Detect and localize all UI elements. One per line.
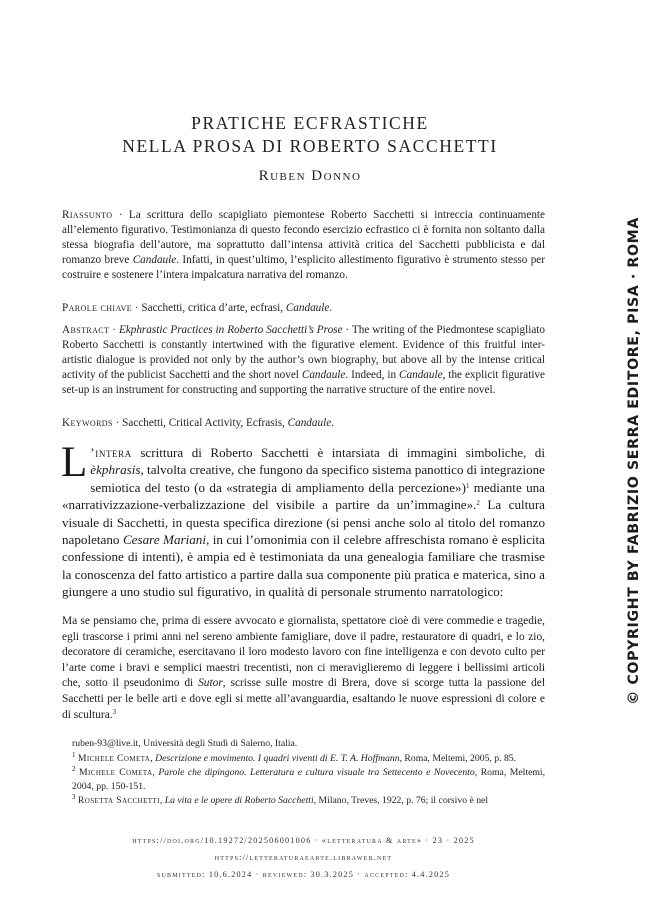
doi-line[interactable]: https://doi.org/10.19272/202506001006 · «letteratura & arte» · 23 · 2025	[132, 836, 475, 845]
body-text-1: scrittura di Roberto Sacchetti è intarsiata di immagini simboliche, di	[131, 445, 545, 460]
footnote-num: 1	[72, 750, 76, 759]
footnote-sep: ,	[152, 767, 159, 779]
abstract-text-1: · The writing of the Piedmontese scapigliato Roberto Sacchetti is constantly intertwined with the figurative element. Evidence of this fruitful inter-artistic dialogue is provided not only by the author’s own biography, but above all by the intense critical activity of the publicist Sacchetti and the short novel	[62, 324, 545, 381]
parole-end: .	[329, 302, 333, 314]
footnote-rest: , Roma, Meltemi, 2005, p. 85.	[399, 752, 517, 764]
footnote-title: La vita e le opere di Roberto Sacchetti	[164, 795, 314, 807]
footnote-ref-3[interactable]: 3	[112, 707, 117, 716]
footnote-ref-1[interactable]: 1	[465, 481, 470, 490]
keywords-sep: ·	[112, 417, 123, 429]
title-line-1: PRATICHE ECFRASTICHE	[191, 113, 429, 133]
author-contact: ruben-93@live.it, Università degli Studi di Salerno, Italia.	[72, 738, 298, 749]
abstract-label: Abstract	[62, 324, 110, 336]
riassunto-section	[62, 208, 545, 283]
body-text-4: La cultura visuale di Sacchetti, in questa specifica direzione (si pensi anche solo al titolo del romanzo napoletano	[62, 497, 545, 548]
abstract-italic-1: Candaule	[301, 369, 346, 381]
riassunto-italic: Candaule	[132, 254, 177, 266]
submission-dates: submitted: 10.6.2024 · reviewed: 30.3.2025 · accepted: 4.4.2025	[156, 870, 451, 879]
keywords-section	[62, 416, 545, 431]
article-title	[60, 112, 560, 158]
parole-italic: Candaule	[285, 302, 330, 314]
riassunto-sep: ·	[112, 209, 129, 221]
footnote-rest: , Milano, Treves, 1922, p. 76; il corsivo è nel	[313, 795, 489, 807]
footnote-1	[62, 752, 545, 766]
footnote-sep: ,	[150, 752, 156, 764]
riassunto-text: La scrittura dello scapigliato piemontese Roberto Sacchetti si intreccia continuamente all’elemento figurativo. Testimonianza di questo fecondo esercizio ecfrastico ci è fornita non soltanto dalla stessa biografia dell’autore, ma soprattutto dall’intensa attività critica del Sacchetti pubblicista e dal romanzo breve	[62, 209, 546, 266]
body-italic-1: èkphrasis	[90, 462, 141, 478]
footnote-2	[62, 766, 545, 793]
body-text-5: , in cui l’omonimia con il celebre affreschista romano è esplicita confessione di intenti), è ampia ed è testimoniata da una genealogia familiare che trasmise la conoscenza del fatto artistico a partire dalla sua componente più pratica e materica, sino a giungere a uno studio sul figurativo, in qualità di personale strumento narratologico:	[62, 532, 545, 600]
quote-italic: Sutor	[198, 677, 223, 690]
footnote-title: Parole che dipingono. Letteratura e cultura visuale tra Settecento e Novecento	[158, 767, 475, 779]
footnote-author: Michele Cometa	[79, 767, 153, 779]
body-text-3: mediante una «narrativizzazione-verbalizzazione del visibile a partire da un’immagine».	[62, 479, 545, 513]
footnote-author: Michele Cometa	[77, 752, 151, 764]
keywords-text: Sacchetti, Critical Activity, Ecfrasis,	[122, 417, 288, 429]
riassunto-label: Riassunto	[62, 209, 113, 221]
footnote-ref-2[interactable]: 2	[476, 499, 480, 508]
copyright-notice	[620, 217, 648, 705]
abstract-text-3: , the explicit figurative set-up is an instrument for constructing and supporting the narrative structure of the entire novel.	[62, 369, 545, 396]
abstract-sep: ·	[109, 324, 119, 336]
author-name: Ruben Donno	[258, 168, 362, 184]
body-text-2: , talvolta creative, che fungono da specifico sistema panottico di integrazione semiotica del testo (o da «strategia di ampliamento della percezione»)	[90, 462, 545, 495]
body-paragraph	[61, 439, 545, 601]
quote-text-1: Ma se pensiamo che, prima di essere avvocato e giornalista, spettatore cioè di vere commedie e tragedie, egli trascorse i primi anni nel sereno ambiente famigliare, dove il padre, restauratore di quadri, e lo zio, decoratore di ceramiche, esercitavano il loro modesto lavoro con fine intelligenza e con devoto culto per l’arte come i bravi e semplici maestri trecentisti, non ci meraviglieremo di leggere i bellissimi articoli che, sotto il pseudonimo di	[62, 615, 545, 690]
footnote-title: Descrizione e movimento. I quadri viventi di E. T. A. Hoffmann	[155, 752, 400, 764]
parole-text: Sacchetti, critica d’arte, ecfrasi,	[141, 302, 286, 314]
drop-cap: L	[61, 439, 88, 486]
footnote-sep: ,	[159, 795, 165, 807]
block-quote	[62, 614, 545, 723]
footnote-3	[62, 794, 545, 808]
journal-url[interactable]: https://letteraturaearte.libraweb.net	[214, 853, 393, 862]
keywords-end: .	[331, 417, 334, 429]
footnote-num: 3	[72, 793, 76, 802]
abstract-italic-2: Candaule	[399, 369, 443, 381]
riassunto-text-end: . Infatti, in quest’ultimo, l’esplicito allestimento figurativo è strumento stesso per costruire e sostenere l’intera impalcatura narrativa del romanzo.	[62, 254, 546, 281]
footnotes	[62, 737, 545, 809]
footnote-rest: , Roma, Meltemi, 2004, pp. 150-151.	[72, 767, 546, 792]
keywords-italic: Candaule	[287, 417, 332, 429]
footnote-author: Rosetta Sacchetti	[77, 795, 160, 807]
footnote-num: 2	[72, 765, 76, 774]
body-italic-2: Cesare Mariani	[122, 532, 206, 548]
parole-chiave-section	[62, 301, 545, 316]
abstract-title: Ekphrastic Practices in Roberto Sacchetti’s Prose	[118, 324, 343, 336]
abstract-section	[62, 323, 545, 398]
keywords-label: Keywords	[62, 417, 113, 429]
body-lead: ’intera	[90, 445, 132, 460]
parole-sep: ·	[132, 302, 142, 314]
copyright-text: © COPYRIGHT BY FABRIZIO SERRA EDITORE, PISA · ROMA	[626, 217, 642, 705]
title-line-2: NELLA PROSA DI ROBERTO SACCHETTI	[122, 136, 498, 156]
parole-label: Parole chiave	[62, 302, 133, 314]
quote-text-2: , scrisse sulle mostre di Brera, dove si scorge tutta la passione del Sacchetti per le belle arti e dove egli si mette all’avanguardia, esaltando le nuove espressioni di colore e di scultura.	[62, 677, 546, 721]
abstract-text-2: . Indeed, in	[345, 369, 400, 381]
